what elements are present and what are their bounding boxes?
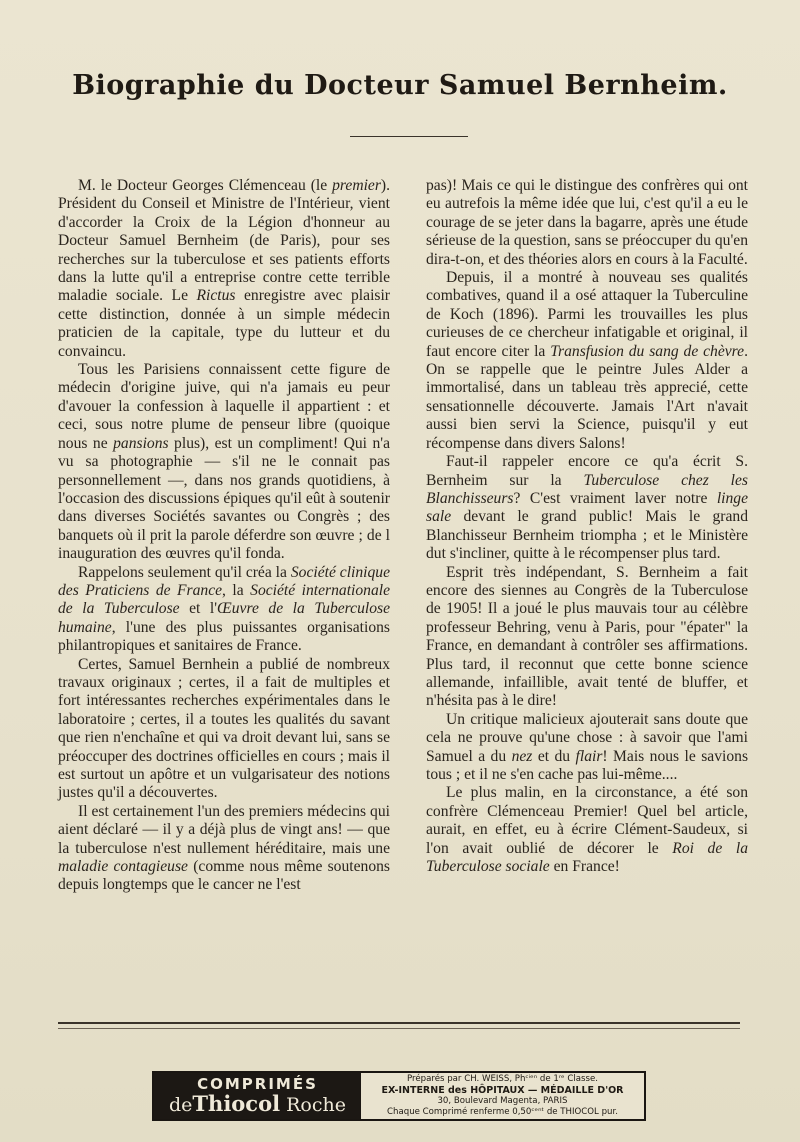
ad-line: Chaque Comprimé renferme 0,50ᶜᵉⁿᵗ de THIOCOL pur. bbox=[387, 1107, 618, 1117]
paragraph: Tous les Parisiens connaissent cette figure de médecin d'origine juive, qui n'a jamais eu peur d'avouer la confession à laquelle il appartient : et ceci, sous notre plume de penseur libre (quoique nous ne pansions plus), est un compliment! Qui n'a vu sa photographie — s'il ne le connait pas personnellement —, dans nos grands quotidiens, à l'occasion des discussions épiques qu'il eût à soutenir dans diverses Sociétés savantes ou Congrès ; des banquets où il prit la parole déferdre son œuvre ; de l inauguration des œuvres qu'il fonda. bbox=[58, 361, 390, 563]
ad-line: Préparés par CH. WEISS, Phᶜⁱᵉⁿ de 1ʳᵉ Classe. bbox=[406, 1074, 598, 1084]
article-title: Biographie du Docteur Samuel Bernheim. bbox=[72, 70, 728, 101]
paragraph: Certes, Samuel Bernhein a publié de nombreux travaux originaux ; certes, il a fait de multiples et fort intéressantes recherches expérimentales dans le laboratoire ; certes, il a toutes les qualités du savant que rien n'enchaîne et qui va droit devant lui, sans se préoccuper des doctrines officielles en cours ; mais il est surtout un apôtre et un vulgarisateur des notions justes qu'il a découvertes. bbox=[58, 655, 390, 802]
ad-brand: deThiocol Roche bbox=[169, 1091, 346, 1116]
left-column bbox=[58, 177, 390, 895]
bottom-divider bbox=[58, 1022, 740, 1024]
title-divider bbox=[350, 136, 468, 137]
paragraph: Faut-il rappeler encore ce qu'a écrit S. Bernheim sur la Tuberculose chez les Blanchisseurs? C'est vraiment laver notre linge sale devant le grand public! Mais le grand Blanchisseur Bernheim triompha ; et le Ministère dut s'incliner, quitte à le récompenser plus tard. bbox=[426, 453, 749, 563]
bottom-divider-thin bbox=[58, 1028, 740, 1029]
paragraph: Depuis, il a montré à nouveau ses qualités combatives, quand il a osé attaquer la Tuberculine de Koch (1896). Parmi les trouvailles les plus curieuses de ce chercheur infatigable et original, il faut encore citer la Transfusion du sang de chèvre. On se rappelle que le peintre Jules Alder a immortalisé, dans un tableau très apprecié, cette sensationnelle découverte. Jamais l'Art n'avait aussi bien servi la Science, puisqu'il y eut récompense dans divers Salons! bbox=[426, 269, 748, 452]
right-column bbox=[426, 177, 748, 876]
paragraph: Un critique malicieux ajouterait sans doute que cela ne prouve qu'une chose : à savoir que l'ami Samuel a du nez et du flair! Mais nous le savions tous ; et il ne s'en cache pas lui-même.... bbox=[426, 710, 749, 783]
paragraph: pas)! Mais ce qui le distingue des confrères qui ont eu autrefois la même idée que lui, c'est qu'il a eu le courage de se jeter dans la bagarre, après une étude sérieuse de la question, sans se préoccuper du qu'en dira-t-on, et des théories alors en cours à la Faculté. bbox=[426, 177, 748, 268]
paragraph: Rappelons seulement qu'il créa la Société clinique des Praticiens de France, la Société internationale de la Tuberculose et l'Œuvre de la Tuberculose humaine, l'une des plus puissantes organisations philantropiques et sanitaires de France. bbox=[58, 563, 391, 655]
ad-headline: COMPRIMÉS bbox=[197, 1075, 318, 1093]
ad-brand-block bbox=[154, 1073, 361, 1119]
paragraph: Le plus malin, en la circonstance, a été son confrère Clémenceau Premier! Quel bel article, aurait, en effet, eu à écrire Clément-Saudeux, si l'on avait oublié de décorer le Roi de la Tuberculose sociale en France! bbox=[426, 784, 748, 876]
paragraph: Il est certainement l'un des premiers médecins qui aient déclaré — il y a déjà plus de vingt ans! — que la tuberculose n'est nullement héréditaire, mais une maladie contagieuse (comme nous même soutenons depuis longtemps que le cancer ne l'est bbox=[58, 802, 390, 894]
paragraph: M. le Docteur Georges Clémenceau (le premier). Président du Conseil et Ministre de l'Intérieur, vient d'accorder la Croix de la Légion d'honneur au Docteur Samuel Bernheim (de Paris), pour ses recherches sur la tuberculose et ses patients efforts dans la lutte qu'il a entreprise contre cette terrible maladie sociale. Le Rictus enregistre avec plaisir cette distinction, donnée à un simple médecin praticien de la capitale, type du lutteur et du convaincu. bbox=[58, 177, 390, 360]
paragraph: Esprit très indépendant, S. Bernheim a fait encore des siennes au Congrès de la Tuberculose de 1905! Il a joué le plus mauvais tour au célèbre professeur Behring, venu à Paris, pour "épater" la France, en demandant à contrôler ses affirmations. Plus tard, il reconnut que cette bonne science allemande, infaillible, avait tenté de bluffer, et n'hésita pas à le dire! bbox=[426, 563, 748, 710]
ad-line: 30, Boulevard Magenta, PARIS bbox=[437, 1096, 568, 1106]
advertisement bbox=[152, 1071, 646, 1121]
ad-details bbox=[361, 1073, 644, 1119]
ad-line: EX-INTERNE des HÔPITAUX — MÉDAILLE D'OR bbox=[381, 1085, 624, 1096]
